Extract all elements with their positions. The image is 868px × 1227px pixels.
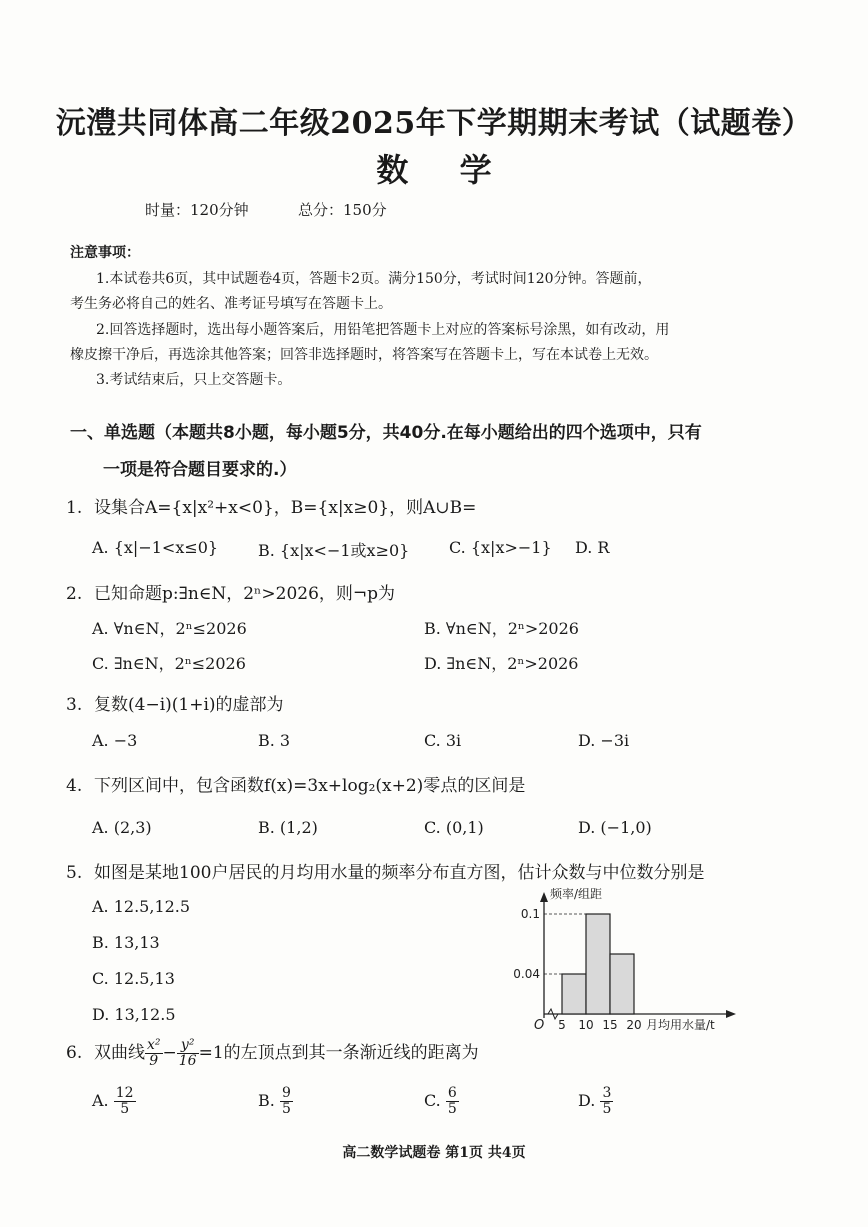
option-d: D. ∃n∈N，2ⁿ>2026 [424,654,579,673]
section-heading-cont: 一项是符合题目要求的.） [103,460,297,480]
option-fraction: $\frac{6}{5}$ [447,1085,457,1117]
x-axis-arrow [726,1010,736,1018]
question-4 [66,771,525,796]
question-5 [66,858,704,883]
exam-title: 沅澧共同体高二年级2025年下学期期末考试（试题卷） [55,106,813,141]
question-number: 1. [66,498,83,518]
question-stem: 复数(4−i)(1+i)的虚部为 [94,695,284,715]
option-a: A. $\frac{12}{5}$ [92,1085,134,1117]
question-stem: 已知命题p:∃n∈N，2ⁿ>2026，则¬p为 [94,584,396,604]
option-a: A. ∀n∈N，2ⁿ≤2026 [92,619,247,638]
option-b: B. 3 [258,731,291,750]
histogram-chart [513,884,760,1034]
option-b: B. $\frac{9}{5}$ [258,1085,291,1117]
option-c: C. $\frac{6}{5}$ [424,1085,457,1117]
option-c: C. {x|x>−1} [449,538,552,557]
note-line: 3.考试结束后，只上交答题卡。 [96,372,292,388]
option-a: A. {x|−1<x≤0} [92,538,219,557]
option-d: D. (−1,0) [578,818,652,837]
question-stem: 下列区间中，包含函数f(x)=3x+log₂(x+2)零点的区间是 [94,776,526,796]
histogram-bar [562,974,586,1014]
option-fraction: $\frac{9}{5}$ [281,1085,291,1117]
question-stem: 如图是某地100户居民的月均用水量的频率分布直方图，估计众数与中位数分别是 [94,863,705,883]
option-c: C. 12.5,13 [92,969,175,988]
total-score: 总分：150分 [298,201,387,219]
section-heading: 一、单选题（本题共8小题，每小题5分，共40分.在每小题给出的四个选项中，只有 [70,423,702,443]
question-number: 3. [66,695,83,715]
question-3 [66,690,284,715]
question-stem: 设集合A={x|x²+x<0}，B={x|x≥0}，则A∪B= [94,498,477,518]
question-6 [66,1038,479,1069]
y-tick-label: 0.1 [520,907,540,921]
fraction-x: $\frac{\text{x²}}{9}$ [147,1037,161,1069]
option-d: D. $\frac{3}{5}$ [578,1085,612,1117]
option-b: B. 13,13 [92,933,160,952]
question-number: 5. [66,863,83,883]
x-tick-label: 10 [578,1018,594,1032]
y-tick-label: 0.04 [513,967,540,981]
option-a: A. (2,3) [92,818,152,837]
option-a: A. 12.5,12.5 [92,897,191,916]
option-fraction: $\frac{12}{5}$ [115,1085,134,1117]
minus-sign: − [162,1043,177,1063]
origin-label: O [534,1018,545,1033]
option-fraction: $\frac{3}{5}$ [602,1085,612,1117]
option-d: D. −3i [578,731,630,750]
option-b: B. {x|x<−1或x≥0} [258,541,410,560]
option-d: D. R [575,538,610,557]
option-b: B. (1,2) [258,818,318,837]
question-1 [66,493,476,518]
x-tick-label: 5 [558,1018,566,1032]
y-axis-label: 频率/组距 [550,887,603,901]
histogram-bar [586,914,610,1014]
option-d: D. 13,12.5 [92,1005,176,1024]
histogram-bar [610,954,634,1014]
question-stem-pre: 双曲线 [94,1043,145,1063]
fraction-y: $\frac{\text{y²}}{16}$ [178,1037,197,1069]
option-c: C. ∃n∈N，2ⁿ≤2026 [92,654,246,673]
option-c: C. 3i [424,731,462,750]
question-2 [66,579,395,604]
option-b: B. ∀n∈N，2ⁿ>2026 [424,619,579,638]
subject-title: 数 学 [376,151,492,189]
note-line: 橡皮擦干净后，再选涂其他答案；回答非选择题时，将答案写在答题卡上，写在本试卷上无效。 [70,347,658,363]
note-line: 2.回答选择题时，选出每小题答案后，用铅笔把答题卡上对应的答案标号涂黑，如有改动，用 [96,322,670,338]
note-line: 考生务必将自己的姓名、准考证号填写在答题卡上。 [70,296,392,312]
question-number: 2. [66,584,83,604]
time-limit: 时量：120分钟 [145,201,249,219]
question-number: 6. [66,1043,83,1063]
x-tick-label: 20 [626,1018,642,1032]
option-a: A. −3 [92,731,138,750]
note-line: 1.本试卷共6页，其中试题卷4页，答题卡2页。满分150分，考试时间120分钟。答题前， [96,271,652,287]
x-tick-label: 15 [602,1018,618,1032]
x-axis-label: 月均用水量/t [646,1018,715,1032]
question-stem-post: =1的左顶点到其一条渐近线的距离为 [198,1043,479,1063]
y-axis-arrow [540,892,548,902]
page-footer: 高二数学试题卷 第1页 共4页 [342,1145,526,1161]
question-number: 4. [66,776,83,796]
notes-heading: 注意事项： [70,245,140,261]
option-c: C. (0,1) [424,818,484,837]
